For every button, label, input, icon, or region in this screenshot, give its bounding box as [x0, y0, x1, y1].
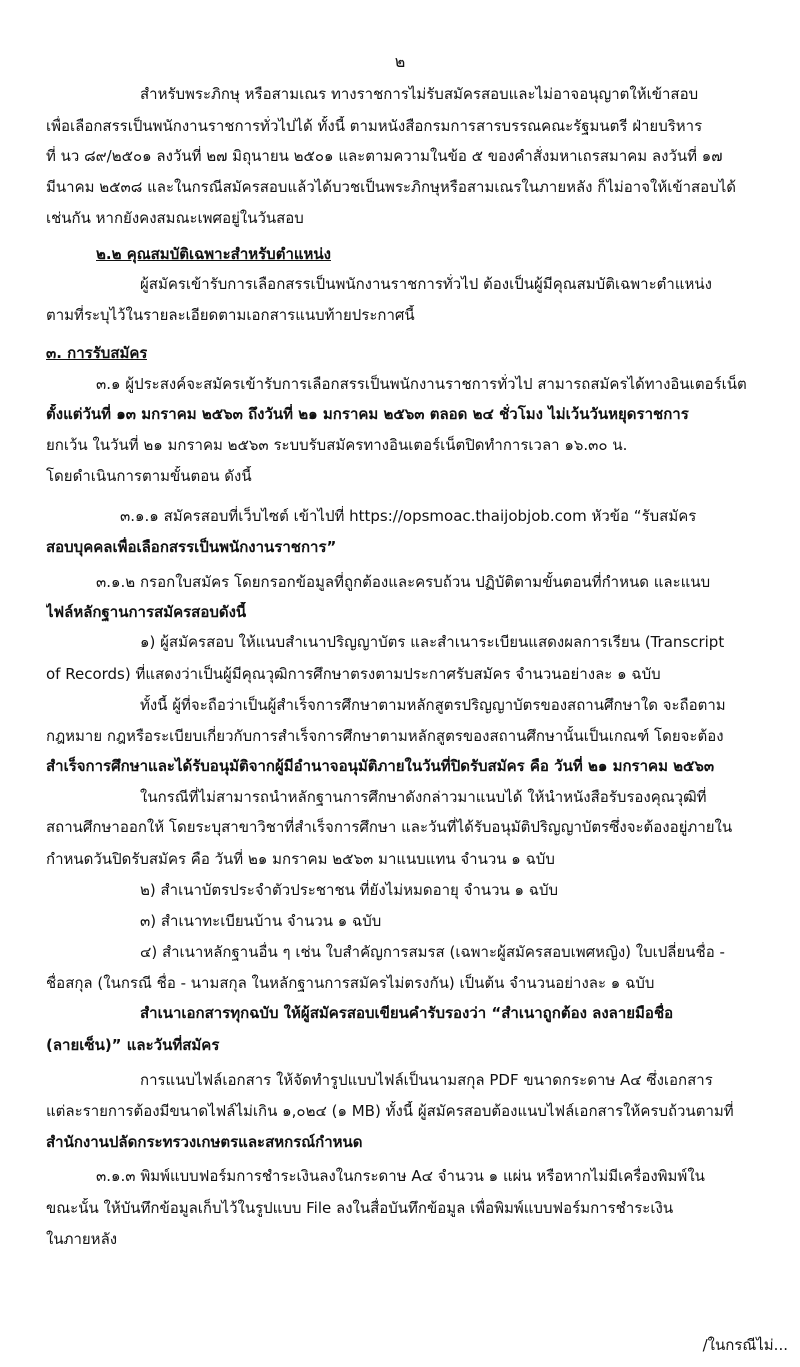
section-3-heading: ๓. การรับสมัคร	[46, 344, 148, 362]
s313-line-3: ในภายหลัง	[46, 1230, 118, 1248]
item1-case-line-2: สถานศึกษาออกให้ โดยระบุสาขาวิชาที่สำเร็จการศึกษา และวันที่ได้รับอนุมัติปริญญาบัตรซึ่งจะต้องอยู่ภายใน	[46, 818, 733, 836]
s312-line-1: ๓.๑.๒ กรอกใบสมัคร โดยกรอกข้อมูลที่ถูกต้องและครบถ้วน ปฏิบัติตามขั้นตอนที่กำหนด และแนบ	[96, 573, 711, 591]
s31-line-2: ตั้งแต่วันที่ ๑๓ มกราคม ๒๕๖๓ ถึงวันที่ ๒๑ มกราคม ๒๕๖๓ ตลอด ๒๔ ชั่วโมง ไม่เว้นวันหยุดราชการ	[46, 405, 689, 423]
item1-line-2: of Records) ที่แสดงว่าเป็นผู้มีคุณวุฒิการศึกษาตรงตามประกาศรับสมัคร จำนวนอย่างละ ๑ ฉบับ	[46, 665, 661, 683]
s311-line-2: สอบบุคคลเพื่อเลือกสรรเป็นพนักงานราชการ”	[46, 538, 337, 556]
item1-note-line-1: ทั้งนี้ ผู้ที่จะถือว่าเป็นผู้สำเร็จการศึกษาตามหลักสูตรปริญญาบัตรของสถานศึกษาใด จะถือตาม	[140, 696, 726, 714]
section-2-2-heading: ๒.๒ คุณสมบัติเฉพาะสำหรับตำแหน่ง	[96, 245, 332, 263]
section-2-2-line-2: ตามที่ระบุไว้ในรายละเอียดตามเอกสารแนบท้ายประกาศนี้	[46, 306, 415, 324]
item1-note-line-2: กฎหมาย กฎหรือระเบียบเกี่ยวกับการสำเร็จการศึกษาตามหลักสูตรของสถานศึกษานั้นเป็นเกณฑ์ โดยจะต้อง	[46, 727, 724, 745]
s31-line-4: โดยดำเนินการตามขั้นตอน ดังนี้	[46, 467, 252, 485]
s31-line-1: ๓.๑ ผู้ประสงค์จะสมัครเข้ารับการเลือกสรรเป็นพนักงานราชการทั่วไป สามารถสมัครได้ทางอินเตอร์เน็ต	[96, 375, 747, 393]
certify-line-2: (ลายเซ็น)” และวันที่สมัคร	[46, 1036, 220, 1054]
item4-line-2: ชื่อสกุล (ในกรณี ชื่อ - นามสกุล ในหลักฐานการสมัครไม่ตรงกัน) เป็นต้น จำนวนอย่างละ ๑ ฉบับ	[46, 974, 655, 992]
item1-case-line-1: ในกรณีที่ไม่สามารถนำหลักฐานการศึกษาดังกล่าวมาแนบได้ ให้นำหนังสือรับรองคุณวุฒิที่	[140, 788, 707, 806]
s31-line-3: ยกเว้น ในวันที่ ๒๑ มกราคม ๒๕๖๓ ระบบรับสมัครทางอินเตอร์เน็ตปิดทำการเวลา ๑๖.๓๐ น.	[46, 436, 628, 454]
item1-line-1: ๑) ผู้สมัครสอบ ให้แนบสำเนาปริญญาบัตร และสำเนาระเบียนแสดงผลการเรียน (Transcript	[140, 633, 725, 651]
item1-note-line-3: สำเร็จการศึกษาและได้รับอนุมัติจากผู้มีอำนาจอนุมัติภายในวันที่ปิดรับสมัคร คือ วันที่ ๒๑ มกราคม ๒๕๖๓	[46, 757, 715, 775]
s313-line-2: ขณะนั้น ให้บันทึกข้อมูลเก็บไว้ในรูปแบบ File ลงในสื่อบันทึกข้อมูล เพื่อพิมพ์แบบฟอร์มการชำระเงิน	[46, 1199, 674, 1217]
continuation-footer: /ในกรณีไม่...	[702, 1336, 788, 1354]
item3-line: ๓) สำเนาทะเบียนบ้าน จำนวน ๑ ฉบับ	[140, 912, 382, 930]
para1-line-5: เช่นกัน หากยังคงสมณะเพศอยู่ในวันสอบ	[46, 209, 304, 227]
attach-line-2: แต่ละรายการต้องมีขนาดไฟล์ไม่เกิน ๑,๐๒๔ (๑ MB) ทั้งนี้ ผู้สมัครสอบต้องแนบไฟล์เอกสารให้ครบถ้วนตามที่	[46, 1102, 734, 1120]
s313-line-1: ๓.๑.๓ พิมพ์แบบฟอร์มการชำระเงินลงในกระดาษ A๔ จำนวน ๑ แผ่น หรือหากไม่มีเครื่องพิมพ์ใน	[96, 1167, 705, 1185]
para1-line-1: สำหรับพระภิกษุ หรือสามเณร ทางราชการไม่รับสมัครสอบและไม่อาจอนุญาตให้เข้าสอบ	[140, 85, 699, 103]
section-2-2-line-1: ผู้สมัครเข้ารับการเลือกสรรเป็นพนักงานราชการทั่วไป ต้องเป็นผู้มีคุณสมบัติเฉพาะตำแหน่ง	[140, 275, 712, 293]
s312-line-2: ไฟล์หลักฐานการสมัครสอบดังนี้	[46, 603, 247, 621]
certify-line-1: สำเนาเอกสารทุกฉบับ ให้ผู้สมัครสอบเขียนคำรับรองว่า “สำเนาถูกต้อง ลงลายมือชื่อ	[140, 1004, 674, 1022]
attach-line-1: การแนบไฟล์เอกสาร ให้จัดทำรูปแบบไฟล์เป็นนามสกุล PDF ขนาดกระดาษ A๔ ซึ่งเอกสาร	[140, 1071, 713, 1089]
para1-line-2: เพื่อเลือกสรรเป็นพนักงานราชการทั่วไปได้ ทั้งนี้ ตามหนังสือกรมการสารบรรณคณะรัฐมนตรี ฝ่ายบริหาร	[46, 117, 703, 135]
para1-line-3: ที่ นว ๘๙/๒๕๐๑ ลงวันที่ ๒๗ มิถุนายน ๒๕๐๑ และตามความในข้อ ๕ ของคำสั่งมหาเถรสมาคม ลงวันที่ ๑๗	[46, 147, 723, 165]
attach-line-3: สำนักงานปลัดกระทรวงเกษตรและสหกรณ์กำหนด	[46, 1133, 363, 1151]
item4-line-1: ๔) สำเนาหลักฐานอื่น ๆ เช่น ใบสำคัญการสมรส (เฉพาะผู้สมัครสอบเพศหญิง) ใบเปลี่ยนชื่อ -	[140, 943, 725, 961]
item1-case-line-3: กำหนดวันปิดรับสมัคร คือ วันที่ ๒๑ มกราคม ๒๕๖๓ มาแนบแทน จำนวน ๑ ฉบับ	[46, 850, 555, 868]
page-number: ๒	[394, 52, 406, 71]
item2-line: ๒) สำเนาบัตรประจำตัวประชาชน ที่ยังไม่หมดอายุ จำนวน ๑ ฉบับ	[140, 881, 559, 899]
s311-line-1: ๓.๑.๑ สมัครสอบที่เว็บไซต์ เข้าไปที่ https://opsmoac.thaijobjob.com หัวข้อ “รับสมัคร	[120, 507, 697, 525]
para1-line-4: มีนาคม ๒๕๓๘ และในกรณีสมัครสอบแล้วได้บวชเป็นพระภิกษุหรือสามเณรในภายหลัง ก็ไม่อาจให้เข้าสอบได้	[46, 178, 736, 196]
